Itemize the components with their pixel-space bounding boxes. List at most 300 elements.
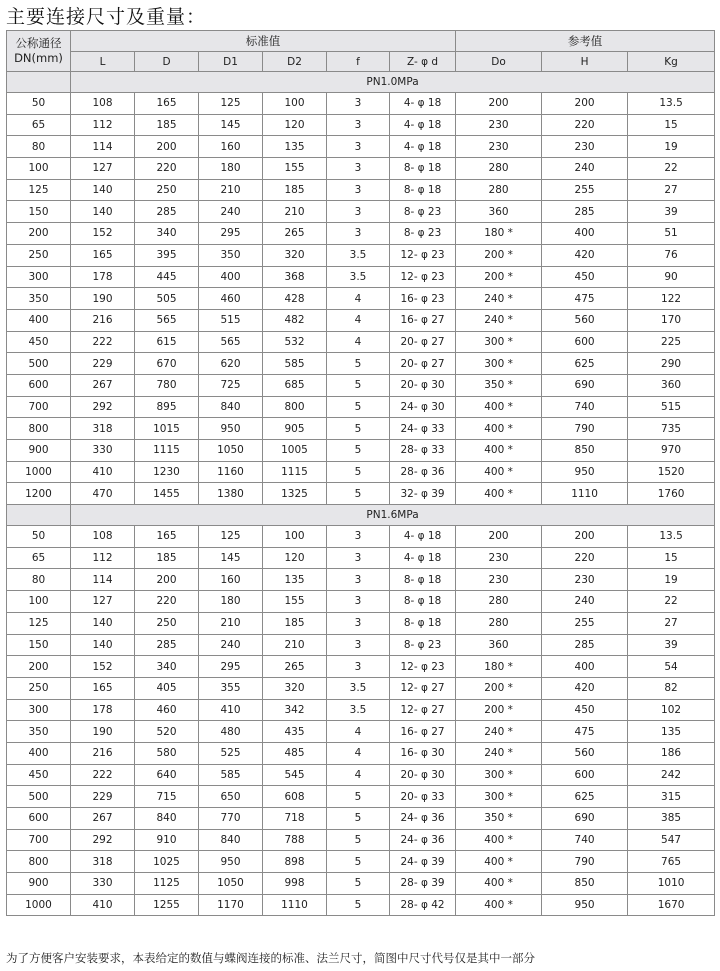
table-cell: 4- φ 18 — [390, 114, 456, 136]
table-cell: 840 — [135, 808, 199, 830]
table-cell: 1325 — [263, 483, 327, 505]
table-cell: 5 — [327, 418, 390, 440]
table-cell: 265 — [263, 656, 327, 678]
table-cell: 165 — [71, 244, 135, 266]
table-row — [7, 244, 715, 266]
table-cell: 12- φ 27 — [390, 677, 456, 699]
table-cell: 1455 — [135, 483, 199, 505]
table-cell: 780 — [135, 374, 199, 396]
table-cell: 420 — [542, 244, 628, 266]
table-cell: 120 — [263, 114, 327, 136]
table-cell: 140 — [71, 634, 135, 656]
table-row — [7, 677, 715, 699]
table-cell: 28- φ 39 — [390, 873, 456, 895]
table-row — [7, 288, 715, 310]
table-cell: 650 — [199, 786, 263, 808]
table-cell: 185 — [135, 547, 199, 569]
table-cell: 230 — [542, 136, 628, 158]
table-cell: 5 — [327, 808, 390, 830]
table-cell: 4- φ 18 — [390, 526, 456, 548]
col-header-Do: Do — [456, 52, 542, 72]
standard-values-header: 标准值 — [71, 31, 456, 52]
table-cell: 27 — [628, 179, 715, 201]
table-cell: 250 — [135, 179, 199, 201]
table-cell: 405 — [135, 677, 199, 699]
table-cell: 520 — [135, 721, 199, 743]
table-cell: 340 — [135, 656, 199, 678]
table-cell: 229 — [71, 353, 135, 375]
table-cell: 229 — [71, 786, 135, 808]
table-row — [7, 418, 715, 440]
table-cell: 8- φ 18 — [390, 591, 456, 613]
table-cell: 482 — [263, 309, 327, 331]
table-cell: 910 — [135, 829, 199, 851]
table-cell: 515 — [628, 396, 715, 418]
table-cell: 898 — [263, 851, 327, 873]
table-cell: 242 — [628, 764, 715, 786]
table-cell: 400 * — [456, 418, 542, 440]
table-cell: 3.5 — [327, 677, 390, 699]
table-cell: 715 — [135, 786, 199, 808]
table-cell: 460 — [135, 699, 199, 721]
table-cell: 230 — [456, 569, 542, 591]
table-cell: 475 — [542, 721, 628, 743]
table-cell: 8- φ 18 — [390, 569, 456, 591]
table-cell: 350 * — [456, 808, 542, 830]
table-cell: 585 — [263, 353, 327, 375]
table-cell: 140 — [71, 612, 135, 634]
col-header-f: f — [327, 52, 390, 72]
table-cell: 160 — [199, 136, 263, 158]
table-cell: 280 — [456, 158, 542, 180]
col-header-H: H — [542, 52, 628, 72]
table-cell: 3 — [327, 547, 390, 569]
col-header-L: L — [71, 52, 135, 72]
table-cell: 5 — [327, 483, 390, 505]
table-cell: 600 — [7, 374, 71, 396]
table-cell: 12- φ 23 — [390, 244, 456, 266]
table-cell: 900 — [7, 873, 71, 895]
section-label: PN1.6MPa — [71, 505, 715, 526]
table-cell: 450 — [542, 699, 628, 721]
table-cell: 1000 — [7, 461, 71, 483]
table-cell: 240 * — [456, 288, 542, 310]
table-cell: 560 — [542, 309, 628, 331]
table-row — [7, 699, 715, 721]
table-cell: 400 * — [456, 461, 542, 483]
table-cell: 127 — [71, 591, 135, 613]
table-cell: 200 — [7, 656, 71, 678]
dn-header-line1: 公称通径 — [15, 36, 62, 50]
table-row — [7, 851, 715, 873]
table-cell: 3 — [327, 223, 390, 245]
table-cell: 350 — [199, 244, 263, 266]
table-cell: 485 — [263, 742, 327, 764]
footnote: 为了方便客户安装要求，本表给定的数值与蝶阀连接的标准、法兰尺寸，简图中尺寸代号仅是其中一部分 — [6, 951, 535, 965]
table-cell: 788 — [263, 829, 327, 851]
table-cell: 450 — [542, 266, 628, 288]
table-cell: 360 — [456, 201, 542, 223]
table-cell: 685 — [263, 374, 327, 396]
table-cell: 240 * — [456, 742, 542, 764]
table-row — [7, 158, 715, 180]
table-cell: 360 — [628, 374, 715, 396]
table-cell: 24- φ 39 — [390, 851, 456, 873]
table-cell: 1000 — [7, 894, 71, 916]
table-cell: 200 — [542, 93, 628, 115]
table-cell: 155 — [263, 591, 327, 613]
table-cell: 585 — [199, 764, 263, 786]
table-cell: 8- φ 18 — [390, 179, 456, 201]
table-cell: 300 * — [456, 764, 542, 786]
table-cell: 285 — [542, 201, 628, 223]
table-cell: 3 — [327, 158, 390, 180]
table-cell: 150 — [7, 201, 71, 223]
table-cell: 790 — [542, 418, 628, 440]
table-cell: 178 — [71, 266, 135, 288]
reference-values-header: 参考值 — [456, 31, 715, 52]
table-cell: 1005 — [263, 440, 327, 462]
table-cell: 300 * — [456, 331, 542, 353]
table-cell: 400 * — [456, 829, 542, 851]
table-cell: 152 — [71, 223, 135, 245]
table-cell: 90 — [628, 266, 715, 288]
table-cell: 178 — [71, 699, 135, 721]
table-cell: 13.5 — [628, 93, 715, 115]
table-cell: 39 — [628, 201, 715, 223]
table-cell: 240 — [542, 591, 628, 613]
table-cell: 5 — [327, 396, 390, 418]
table-cell: 1200 — [7, 483, 71, 505]
table-cell: 342 — [263, 699, 327, 721]
table-cell: 255 — [542, 179, 628, 201]
table-cell: 560 — [542, 742, 628, 764]
table-cell: 1110 — [263, 894, 327, 916]
table-cell: 8- φ 18 — [390, 612, 456, 634]
table-cell: 54 — [628, 656, 715, 678]
table-cell: 410 — [71, 461, 135, 483]
table-cell: 230 — [542, 569, 628, 591]
table-cell: 950 — [199, 851, 263, 873]
table-cell: 220 — [135, 591, 199, 613]
table-cell: 216 — [71, 309, 135, 331]
table-cell: 1010 — [628, 873, 715, 895]
table-cell: 108 — [71, 526, 135, 548]
table-cell: 22 — [628, 591, 715, 613]
table-cell: 800 — [263, 396, 327, 418]
table-cell: 185 — [135, 114, 199, 136]
table-cell: 165 — [135, 526, 199, 548]
table-cell: 1160 — [199, 461, 263, 483]
section-header-blank — [7, 505, 71, 526]
table-cell: 950 — [542, 894, 628, 916]
table-cell: 185 — [263, 612, 327, 634]
table-cell: 16- φ 23 — [390, 288, 456, 310]
table-cell: 480 — [199, 721, 263, 743]
table-cell: 15 — [628, 547, 715, 569]
table-cell: 5 — [327, 873, 390, 895]
table-cell: 145 — [199, 547, 263, 569]
table-cell: 950 — [542, 461, 628, 483]
table-cell: 400 — [542, 656, 628, 678]
table-cell: 840 — [199, 396, 263, 418]
table-cell: 330 — [71, 440, 135, 462]
table-cell: 140 — [71, 179, 135, 201]
table-cell: 385 — [628, 808, 715, 830]
table-cell: 200 — [456, 93, 542, 115]
table-cell: 200 * — [456, 699, 542, 721]
table-cell: 102 — [628, 699, 715, 721]
table-cell: 435 — [263, 721, 327, 743]
table-row — [7, 353, 715, 375]
table-cell: 428 — [263, 288, 327, 310]
table-row — [7, 266, 715, 288]
table-cell: 15 — [628, 114, 715, 136]
table-cell: 4 — [327, 742, 390, 764]
table-cell: 216 — [71, 742, 135, 764]
table-cell: 970 — [628, 440, 715, 462]
table-cell: 355 — [199, 677, 263, 699]
table-cell: 4 — [327, 288, 390, 310]
table-cell: 28- φ 33 — [390, 440, 456, 462]
table-cell: 318 — [71, 851, 135, 873]
table-cell: 114 — [71, 569, 135, 591]
section-header-row — [7, 505, 715, 526]
table-cell: 125 — [199, 93, 263, 115]
table-cell: 27 — [628, 612, 715, 634]
table-cell: 368 — [263, 266, 327, 288]
table-cell: 280 — [456, 591, 542, 613]
table-cell: 3 — [327, 136, 390, 158]
table-cell: 155 — [263, 158, 327, 180]
table-cell: 4 — [327, 331, 390, 353]
table-cell: 400 — [542, 223, 628, 245]
table-cell: 290 — [628, 353, 715, 375]
table-cell: 210 — [199, 612, 263, 634]
table-cell: 150 — [7, 634, 71, 656]
table-cell: 250 — [135, 612, 199, 634]
table-row — [7, 201, 715, 223]
table-cell: 220 — [542, 547, 628, 569]
table-cell: 765 — [628, 851, 715, 873]
table-cell: 295 — [199, 656, 263, 678]
table-row — [7, 483, 715, 505]
table-cell: 1050 — [199, 440, 263, 462]
table-cell: 3.5 — [327, 266, 390, 288]
table-cell: 51 — [628, 223, 715, 245]
table-cell: 3 — [327, 591, 390, 613]
table-row — [7, 591, 715, 613]
table-cell: 1115 — [263, 461, 327, 483]
table-cell: 3 — [327, 114, 390, 136]
table-cell: 500 — [7, 786, 71, 808]
table-cell: 615 — [135, 331, 199, 353]
table-cell: 1760 — [628, 483, 715, 505]
table-cell: 400 * — [456, 851, 542, 873]
table-cell: 3 — [327, 569, 390, 591]
table-cell: 410 — [199, 699, 263, 721]
table-cell: 3 — [327, 201, 390, 223]
table-cell: 790 — [542, 851, 628, 873]
table-row — [7, 742, 715, 764]
table-cell: 210 — [263, 634, 327, 656]
page-title: 主要连接尺寸及重量： — [6, 6, 207, 28]
table-cell: 320 — [263, 244, 327, 266]
table-cell: 8- φ 23 — [390, 223, 456, 245]
table-cell: 580 — [135, 742, 199, 764]
table-cell: 12- φ 23 — [390, 266, 456, 288]
table-cell: 1050 — [199, 873, 263, 895]
table-cell: 220 — [542, 114, 628, 136]
table-cell: 112 — [71, 114, 135, 136]
table-cell: 185 — [263, 179, 327, 201]
section-header-blank — [7, 72, 71, 93]
table-cell: 19 — [628, 136, 715, 158]
table-cell: 350 — [7, 288, 71, 310]
table-row — [7, 873, 715, 895]
table-cell: 700 — [7, 829, 71, 851]
section-header-row — [7, 72, 715, 93]
table-cell: 470 — [71, 483, 135, 505]
table-cell: 5 — [327, 461, 390, 483]
table-cell: 718 — [263, 808, 327, 830]
table-cell: 230 — [456, 136, 542, 158]
table-row — [7, 612, 715, 634]
table-cell: 200 — [542, 526, 628, 548]
table-cell: 100 — [263, 93, 327, 115]
table-cell: 318 — [71, 418, 135, 440]
table-cell: 165 — [135, 93, 199, 115]
table-cell: 545 — [263, 764, 327, 786]
table-cell: 300 * — [456, 353, 542, 375]
table-row — [7, 634, 715, 656]
table-cell: 725 — [199, 374, 263, 396]
table-cell: 1255 — [135, 894, 199, 916]
col-header-z-d: Z- φ d — [390, 52, 456, 72]
table-row — [7, 829, 715, 851]
table-cell: 200 — [7, 223, 71, 245]
table-cell: 222 — [71, 764, 135, 786]
table-cell: 80 — [7, 136, 71, 158]
table-cell: 740 — [542, 829, 628, 851]
table-cell: 300 * — [456, 786, 542, 808]
table-cell: 200 — [456, 526, 542, 548]
table-row — [7, 808, 715, 830]
table-cell: 24- φ 33 — [390, 418, 456, 440]
table-cell: 265 — [263, 223, 327, 245]
table-cell: 5 — [327, 440, 390, 462]
table-cell: 3 — [327, 634, 390, 656]
table-cell: 3.5 — [327, 244, 390, 266]
table-row — [7, 93, 715, 115]
col-header-D: D — [135, 52, 199, 72]
table-cell: 180 * — [456, 656, 542, 678]
table-cell: 200 * — [456, 244, 542, 266]
table-cell: 700 — [7, 396, 71, 418]
table-cell: 24- φ 36 — [390, 808, 456, 830]
table-row — [7, 309, 715, 331]
table-row — [7, 526, 715, 548]
table-cell: 200 * — [456, 677, 542, 699]
table-cell: 267 — [71, 808, 135, 830]
table-cell: 1015 — [135, 418, 199, 440]
table-cell: 20- φ 30 — [390, 764, 456, 786]
table-cell: 410 — [71, 894, 135, 916]
table-cell: 122 — [628, 288, 715, 310]
table-cell: 950 — [199, 418, 263, 440]
table-cell: 740 — [542, 396, 628, 418]
table-cell: 1125 — [135, 873, 199, 895]
table-cell: 222 — [71, 331, 135, 353]
table-cell: 625 — [542, 786, 628, 808]
table-cell: 180 — [199, 591, 263, 613]
table-cell: 112 — [71, 547, 135, 569]
table-cell: 50 — [7, 526, 71, 548]
table-cell: 140 — [71, 201, 135, 223]
table-cell: 127 — [71, 158, 135, 180]
table-cell: 670 — [135, 353, 199, 375]
table-cell: 690 — [542, 808, 628, 830]
table-cell: 285 — [542, 634, 628, 656]
table-cell: 20- φ 30 — [390, 374, 456, 396]
table-cell: 190 — [71, 288, 135, 310]
table-cell: 82 — [628, 677, 715, 699]
table-cell: 300 — [7, 266, 71, 288]
table-row — [7, 721, 715, 743]
table-cell: 225 — [628, 331, 715, 353]
table-cell: 230 — [456, 114, 542, 136]
table-cell: 4- φ 18 — [390, 93, 456, 115]
table-row — [7, 374, 715, 396]
table-row — [7, 396, 715, 418]
table-cell: 8- φ 23 — [390, 201, 456, 223]
table-cell: 22 — [628, 158, 715, 180]
table-cell: 505 — [135, 288, 199, 310]
table-cell: 280 — [456, 179, 542, 201]
table-cell: 190 — [71, 721, 135, 743]
table-cell: 210 — [263, 201, 327, 223]
table-cell: 300 — [7, 699, 71, 721]
table-cell: 500 — [7, 353, 71, 375]
table-row — [7, 223, 715, 245]
table-cell: 840 — [199, 829, 263, 851]
table-cell: 800 — [7, 418, 71, 440]
table-cell: 285 — [135, 201, 199, 223]
table-cell: 240 * — [456, 309, 542, 331]
table-cell: 4 — [327, 309, 390, 331]
table-cell: 240 * — [456, 721, 542, 743]
table-row — [7, 440, 715, 462]
dimensions-table — [6, 30, 715, 916]
table-cell: 1115 — [135, 440, 199, 462]
table-cell: 24- φ 30 — [390, 396, 456, 418]
table-cell: 475 — [542, 288, 628, 310]
table-cell: 12- φ 27 — [390, 699, 456, 721]
table-cell: 400 * — [456, 483, 542, 505]
table-cell: 220 — [135, 158, 199, 180]
table-cell: 1380 — [199, 483, 263, 505]
table-cell: 1170 — [199, 894, 263, 916]
table-cell: 19 — [628, 569, 715, 591]
table-cell: 400 * — [456, 396, 542, 418]
table-cell: 200 — [135, 136, 199, 158]
table-cell: 180 — [199, 158, 263, 180]
table-row — [7, 331, 715, 353]
table-row — [7, 461, 715, 483]
table-row — [7, 114, 715, 136]
table-cell: 315 — [628, 786, 715, 808]
table-cell: 5 — [327, 374, 390, 396]
